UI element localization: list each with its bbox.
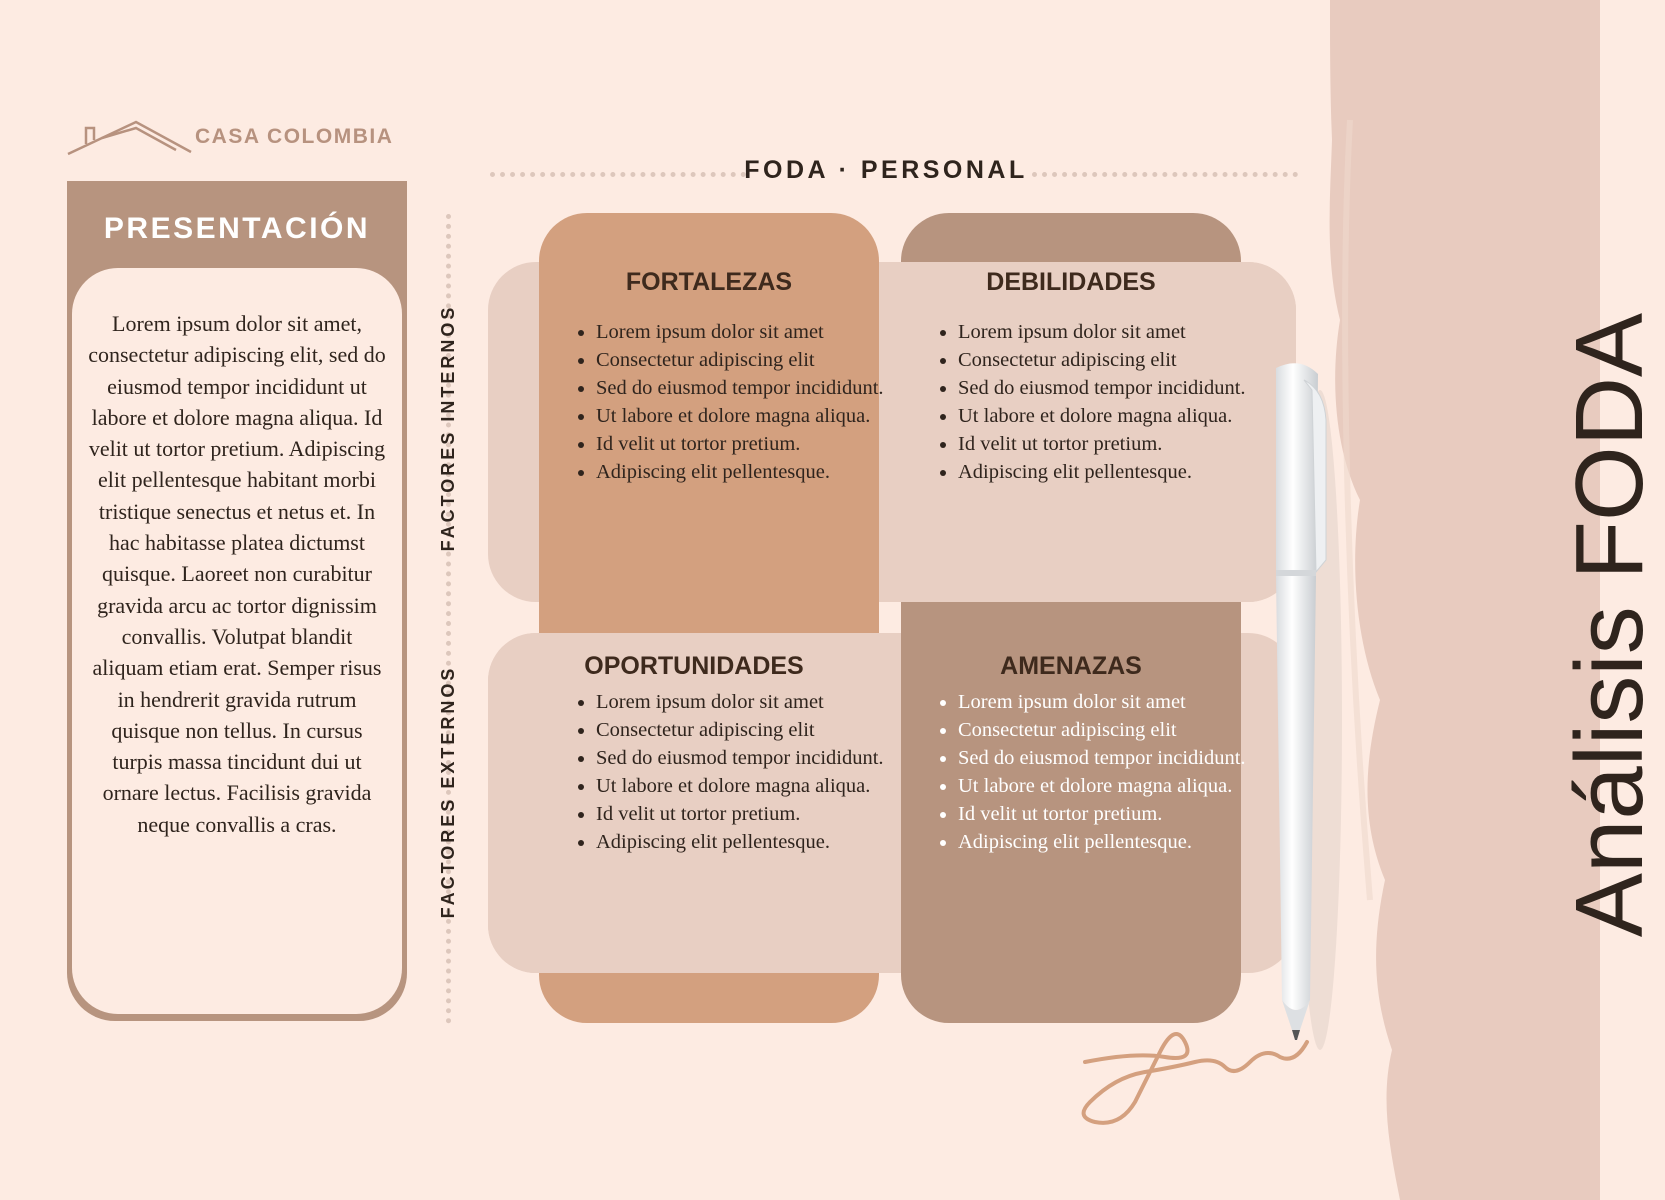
list-item: • Adipiscing elit pellentesque.: [596, 828, 886, 856]
list-item: • Ut labore et dolore magna aliqua.: [596, 402, 886, 430]
list-item: • Adipiscing elit pellentesque.: [596, 458, 886, 486]
house-roof-icon: [66, 118, 196, 158]
brand-name: CASA COLOMBIA: [195, 125, 394, 148]
list-item: • Consectetur adipiscing elit: [596, 346, 886, 374]
debilidades-title: DEBILIDADES: [986, 268, 1156, 296]
list-item: • Ut labore et dolore magna aliqua.: [958, 772, 1248, 800]
list-item: • Id velit ut tortor pretium.: [596, 430, 886, 458]
list-item: • Id velit ut tortor pretium.: [958, 800, 1248, 828]
list-item: • Sed do eiusmod tempor incididunt.: [596, 374, 886, 402]
list-item: • Adipiscing elit pellentesque.: [958, 828, 1248, 856]
list-item: • Lorem ipsum dolor sit amet: [596, 688, 886, 716]
list-item: • Lorem ipsum dolor sit amet: [958, 688, 1248, 716]
list-item: • Id velit ut tortor pretium.: [596, 800, 886, 828]
presentation-body: Lorem ipsum dolor sit amet, consectetur adipiscing elit, sed do eiusmod tempor incididunt ut labore et dolore magna aliqua. Id velit ut tortor pretium. Adipiscing elit pellentesque habitant morbi tristique senectus et netus et. In hac habitasse platea dictumst quisque. Laoreet non curabitur gravida arcu ac tortor dignissim convallis. Volutpat blandit aliquam etiam erat. Semper risus in hendrerit gravida rutrum quisque non tellus. In cursus turpis massa tincidunt dui ut ornare lectus. Facilisis gravida neque convallis a cras.: [88, 311, 386, 837]
big-title: Análisis FODA: [1556, 312, 1663, 938]
fortalezas-list: [576, 318, 886, 486]
oportunidades-title: OPORTUNIDADES: [584, 652, 804, 680]
list-item: • Sed do eiusmod tempor incididunt.: [958, 374, 1248, 402]
list-item: • Consectetur adipiscing elit: [958, 346, 1248, 374]
header-title: FODA · PERSONAL: [744, 156, 1028, 184]
oportunidades-list: [576, 688, 886, 856]
external-factors-label: FACTORES EXTERNOS: [438, 665, 458, 919]
list-item: • Consectetur adipiscing elit: [958, 716, 1248, 744]
pen-illustration: [1270, 360, 1350, 1060]
list-item: • Lorem ipsum dolor sit amet: [958, 318, 1248, 346]
fortalezas-title: FORTALEZAS: [625, 268, 793, 296]
header-dotted-line-left: [490, 172, 746, 177]
presentation-title: PRESENTACIÓN: [103, 212, 371, 245]
amenazas-list: [938, 688, 1248, 856]
list-item: • Sed do eiusmod tempor incididunt.: [958, 744, 1248, 772]
list-item: • Ut labore et dolore magna aliqua.: [596, 772, 886, 800]
list-item: • Ut labore et dolore magna aliqua.: [958, 402, 1248, 430]
internal-factors-label: FACTORES INTERNOS: [438, 304, 458, 552]
list-item: • Id velit ut tortor pretium.: [958, 430, 1248, 458]
debilidades-list: [938, 318, 1248, 486]
header-dotted-line-right: [1032, 172, 1298, 177]
list-item: • Adipiscing elit pellentesque.: [958, 458, 1248, 486]
list-item: • Lorem ipsum dolor sit amet: [596, 318, 886, 346]
list-item: • Consectetur adipiscing elit: [596, 716, 886, 744]
list-item: • Sed do eiusmod tempor incididunt.: [596, 744, 886, 772]
amenazas-title: AMENAZAS: [1000, 652, 1142, 680]
ink-squiggle-icon: [1075, 1022, 1315, 1132]
